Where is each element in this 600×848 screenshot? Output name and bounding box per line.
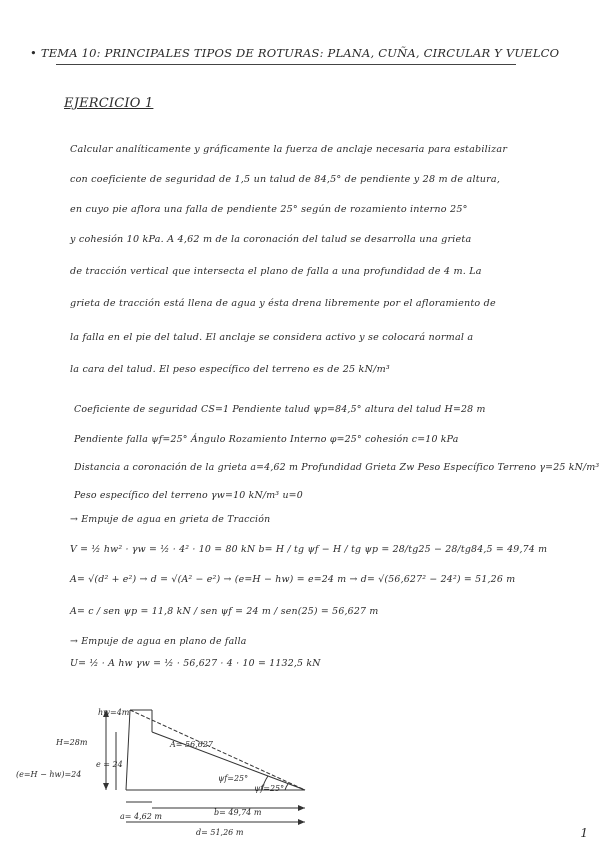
calc-line: V = ½ hw² · γw = ½ · 4² · 10 = 80 kN b= H / tg ψf − H / tg ψp = 28/tg25 − 28/tg84,5 = 49,74 m (70, 544, 548, 555)
diagram-label-e-formula: (e=H − hw)=24 (16, 770, 82, 779)
calc-line: → Empuje de agua en plano de falla (70, 636, 247, 647)
statement-line: en cuyo pie aflora una falla de pendiente 25° según de rozamiento interno 25° (70, 204, 468, 215)
page-header: • TEMA 10: PRINCIPALES TIPOS DE ROTURAS: PLANA, CUÑA, CIRCULAR Y VUELCO (30, 46, 560, 60)
calc-line: → Empuje de agua en grieta de Tracción (70, 514, 271, 525)
data-line: Coeficiente de seguridad CS=1 Pendiente talud ψp=84,5° altura del talud H=28 m (74, 404, 486, 415)
statement-line: grieta de tracción está llena de agua y ésta drena libremente por el afloramiento de (70, 298, 496, 309)
slope-diagram (0, 690, 600, 848)
diagram-label-e: e = 24 (96, 760, 123, 769)
statement-line: Calcular analíticamente y gráficamente la fuerza de anclaje necesaria para estabilizar (70, 144, 508, 155)
diagram-label-b: b= 49,74 m (214, 808, 262, 817)
statement-line: la falla en el pie del talud. El anclaje se considera activo y se colocará normal a (70, 332, 474, 343)
arrow-head (298, 819, 305, 825)
arrow-head (103, 783, 109, 790)
statement-line: la cara del talud. El peso específico del terreno es de 25 kN/m³ (70, 364, 390, 375)
calc-line: A= √(d² + e²) → d = √(A² − e²) → (e=H − hw) = e=24 m → d= √(56,627² − 24²) = 51,26 m (70, 574, 516, 585)
diagram-label-H: H=28m (56, 738, 88, 747)
data-line: Distancia a coronación de la grieta a=4,62 m Profundidad Grieta Zw Peso Específico Terreno γ=25 kN/m³ (74, 462, 600, 473)
data-line: Peso específico del terreno γw=10 kN/m³ u=0 (74, 490, 303, 501)
diagram-label-angle: ψf=25° (254, 784, 285, 793)
angle-arc (285, 784, 288, 790)
calc-line: U= ½ · A hw γw = ½ · 56,627 · 4 · 10 = 1132,5 kN (70, 658, 321, 669)
statement-line: de tracción vertical que intersecta el plano de falla a una profundidad de 4 m. La (70, 266, 482, 277)
diagram-label-d: d= 51,26 m (196, 828, 244, 837)
diagram-label-angle: ψf=25° (218, 774, 249, 783)
calc-line: A= c / sen ψp = 11,8 kN / sen ψf = 24 m / sen(25) = 56,627 m (70, 606, 379, 617)
header-underline (56, 64, 516, 65)
arrow-head (298, 805, 305, 811)
diagram-label-hw: hw=4m (98, 708, 130, 717)
statement-line: y cohesión 10 kPa. A 4,62 m de la coronación del talud se desarrolla una grieta (70, 234, 472, 245)
diagram-label-a: a= 4,62 m (120, 812, 162, 821)
statement-line: con coeficiente de seguridad de 1,5 un talud de 84,5° de pendiente y 28 m de altura, (70, 174, 501, 185)
diagram-label-A: A= 56,627 (170, 740, 214, 749)
slope-face-line (126, 710, 130, 790)
page-number: 1 (580, 826, 588, 840)
data-line: Pendiente falla ψf=25° Ángulo Rozamiento Interno φ=25° cohesión c=10 kPa (74, 434, 459, 445)
exercise-title: EJERCICIO 1 (64, 96, 154, 111)
